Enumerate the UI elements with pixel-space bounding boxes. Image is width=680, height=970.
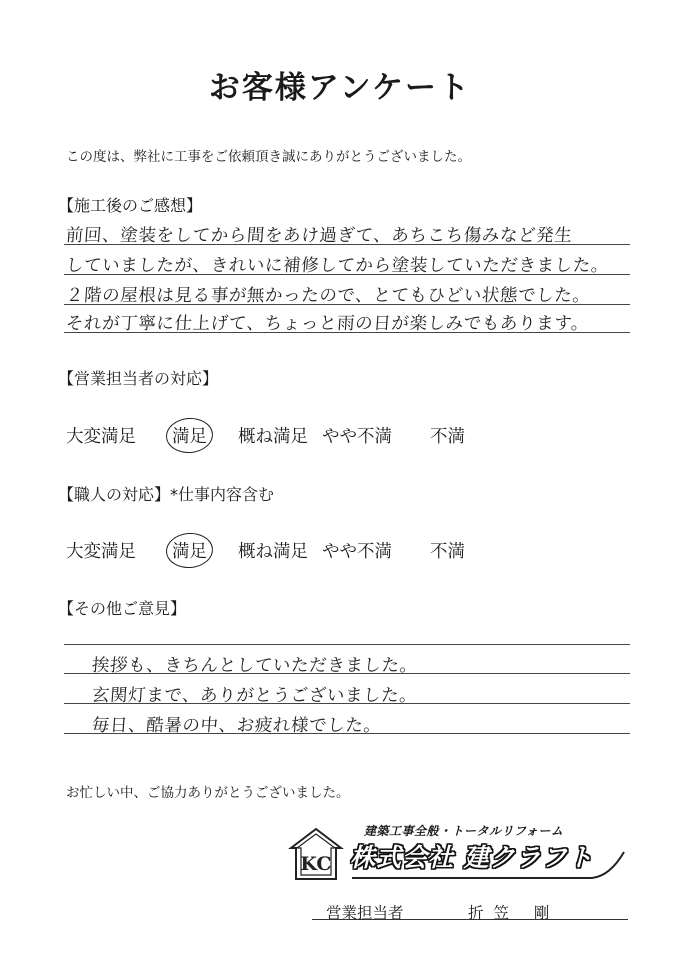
- option-mostly-satisfied[interactable]: 概ね満足: [238, 542, 308, 562]
- option-dissatisfied[interactable]: 不満: [430, 542, 465, 562]
- svg-text:KC: KC: [300, 853, 332, 875]
- option-dissatisfied[interactable]: 不満: [430, 427, 465, 447]
- house-logo-icon: [288, 826, 344, 882]
- option-somewhat-dissatisfied[interactable]: やや不満: [322, 427, 392, 447]
- other-opinion-line: 挨拶も、きちんとしていただきました。: [91, 656, 419, 676]
- impression-heading: 【施工後のご感想】: [58, 196, 203, 215]
- option-satisfied-circled[interactable]: 満足: [172, 423, 207, 448]
- impression-line: していましたが、きれいに補修してから塗装していただきました。: [65, 256, 610, 276]
- ruled-line: [64, 644, 630, 645]
- representative-name: 折笠 剛: [468, 904, 560, 922]
- intro-text: この度は、弊社に工事をご依頼頂き誠にありがとうございました。: [66, 149, 471, 165]
- impression-line: 前回、塗装をしてから間をあけ過ぎて、あちこち傷みなど発生: [65, 226, 574, 246]
- impression-line: ２階の屋根は見る事が無かったので、とてもひどい状態でした。: [65, 286, 592, 306]
- company-subtitle: 建築工事全般・トータルリフォーム: [364, 824, 564, 838]
- closing-text: お忙しい中、ご協力ありがとうございました。: [66, 785, 350, 801]
- company-name: 株式会社 建クラフト: [350, 843, 594, 872]
- signature-line: [312, 919, 628, 920]
- other-opinion-line: 玄関灯まで、ありがとうございました。: [91, 686, 419, 706]
- craftsman-response-heading: 【職人の対応】*仕事内容含む: [58, 485, 275, 504]
- option-somewhat-dissatisfied[interactable]: やや不満: [322, 542, 392, 562]
- impression-line: それが丁寧に仕上げて、ちょっと雨の日が楽しみでもあります。: [65, 314, 590, 334]
- other-opinions-heading: 【その他ご意見】: [58, 599, 187, 618]
- company-logo: [288, 822, 628, 884]
- option-satisfied-circled[interactable]: 満足: [172, 538, 207, 563]
- other-opinion-line: 毎日、酷暑の中、お疲れ様でした。: [91, 716, 383, 736]
- survey-title: お客様アンケート: [208, 70, 472, 106]
- option-very-satisfied[interactable]: 大変満足: [66, 542, 136, 562]
- option-very-satisfied[interactable]: 大変満足: [66, 427, 136, 447]
- option-mostly-satisfied[interactable]: 概ね満足: [238, 427, 308, 447]
- sales-response-heading: 【営業担当者の対応】: [58, 369, 219, 388]
- representative-label: 営業担当者: [326, 904, 404, 922]
